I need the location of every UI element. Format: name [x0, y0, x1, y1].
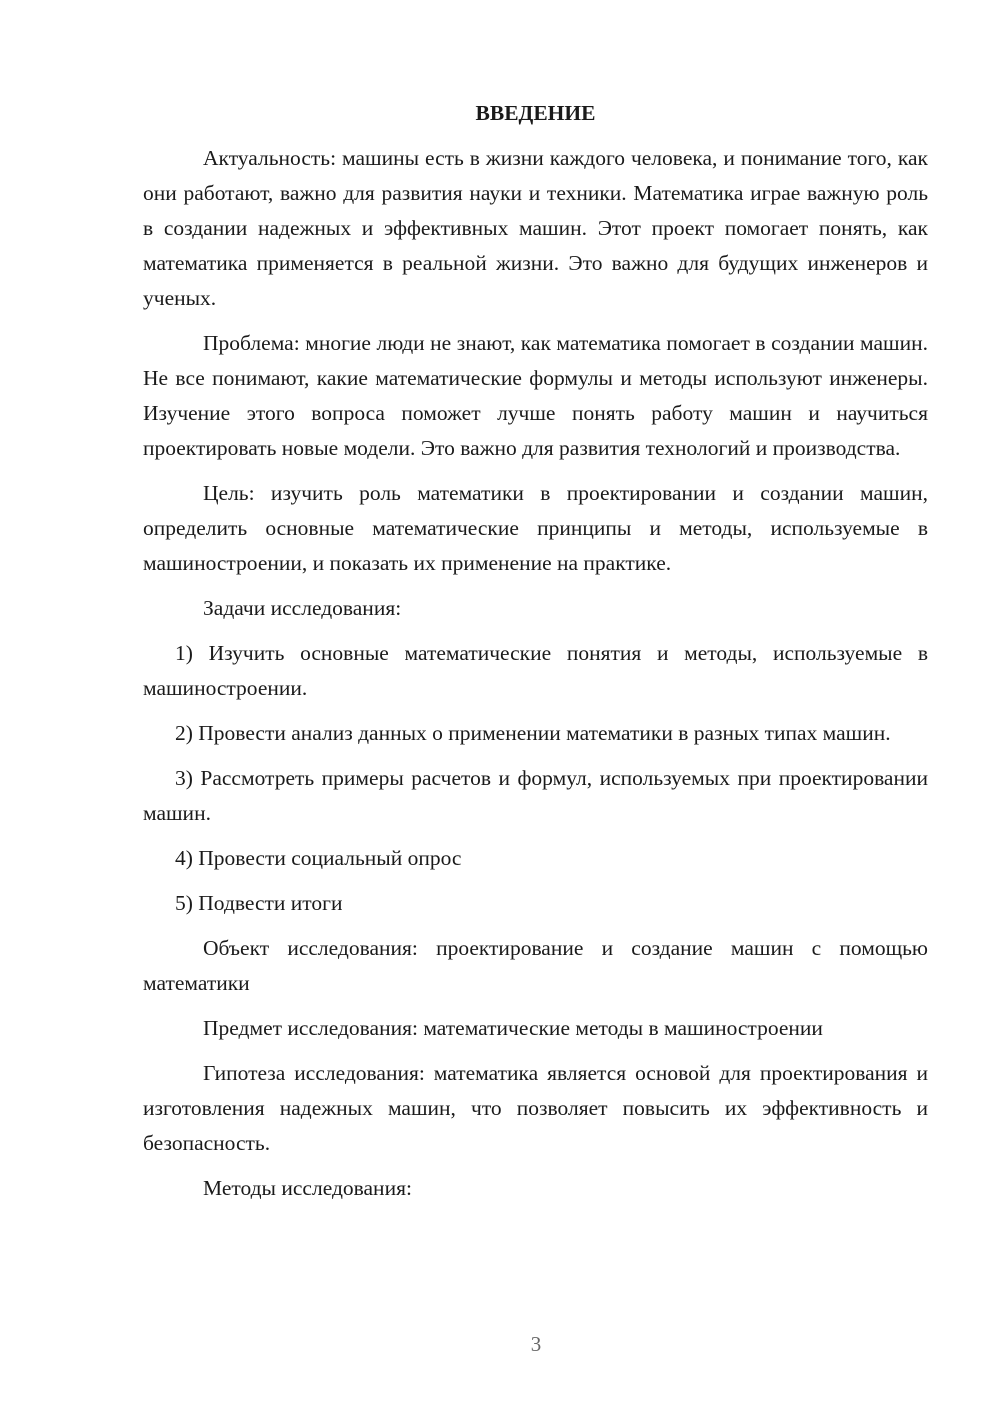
object-paragraph: Объект исследования: проектирование и создание машин с помощью математики	[143, 936, 928, 995]
task-item: 1) Изучить основные математические понятия и методы, используемые в машиностроении.	[143, 641, 928, 700]
document-page	[143, 96, 928, 1216]
tasks-heading: Задачи исследования:	[203, 596, 402, 620]
task-item: 3) Рассмотреть примеры расчетов и формул, используемых при проектировании машин.	[143, 766, 928, 825]
subject-paragraph: Предмет исследования: математические методы в машиностроении	[203, 1016, 823, 1040]
task-item: 2) Провести анализ данных о применении математики в разных типах машин.	[175, 721, 891, 745]
page-number: 3	[530, 1332, 542, 1356]
methods-heading: Методы исследования:	[203, 1176, 412, 1200]
section-title: ВВЕДЕНИЕ	[475, 101, 596, 125]
hypothesis-paragraph: Гипотеза исследования: математика является основой для проектирования и изготовления надежных машин, что позволяет повысить их эффективность и безопасность.	[143, 1061, 928, 1155]
task-item: 4) Провести социальный опрос	[175, 846, 462, 870]
problem-paragraph: Проблема: многие люди не знают, как математика помогает в создании машин. Не все понимают, какие математические формулы и методы используют инженеры. Изучение этого вопроса поможет лучше понять работу машин и научиться проектировать новые модели. Это важно для развития технологий и производства.	[143, 331, 928, 460]
goal-paragraph: Цель: изучить роль математики в проектировании и создании машин, определить основные математические принципы и методы, используемые в машиностроении, и показать их применение на практике.	[143, 481, 928, 575]
relevance-paragraph: Актуальность: машины есть в жизни каждого человека, и понимание того, как они работают, важно для развития науки и техники. Математика играе важную роль в создании надежных и эффективных машин. Этот проект помогает понять, как математика применяется в реальной жизни. Это важно для будущих инженеров и ученых.	[143, 146, 928, 310]
task-item: 5) Подвести итоги	[175, 891, 343, 915]
